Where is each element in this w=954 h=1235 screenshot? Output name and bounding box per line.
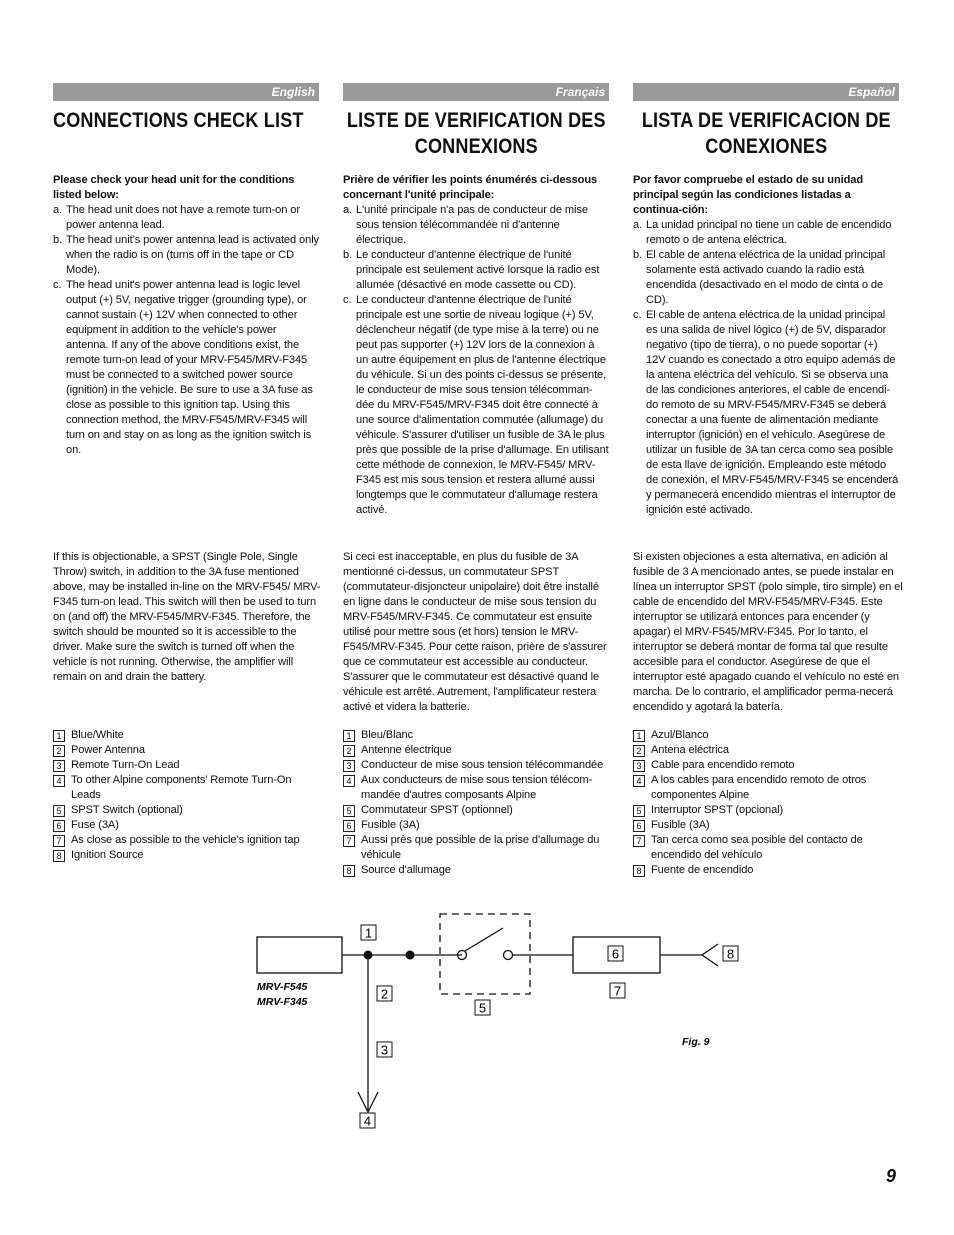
callout [377, 1042, 392, 1058]
svg-text:3: 3 [380, 1042, 389, 1058]
switch-contact [504, 951, 513, 960]
svg-text:2: 2 [380, 986, 389, 1002]
callout [360, 1113, 375, 1129]
callout [361, 925, 376, 941]
legend-item: 2 Antena eléctrica [633, 743, 903, 758]
legend-item: 8 Fuente de encendido [633, 863, 903, 878]
unit-label: MRV-F345 [257, 996, 308, 1008]
list-item: a. The head unit does not have a remote turn-on or power antenna lead. [53, 204, 300, 231]
legend-item: 7 Tan cerca como sea posible del contacto de encendido del vehículo [633, 833, 903, 863]
language-bar: English [53, 83, 319, 101]
list-item: a. L'unité principale n'a pas de conducteur de mise sous tension télécommandée ni d'antenne électrique. [343, 204, 588, 246]
legend-item: 5 SPST Switch (optional) [53, 803, 323, 818]
callout [377, 986, 392, 1002]
legend-item: 4 Aux conducteurs de mise sous tension télécom-mandée d'autres composants Alpine [343, 773, 613, 803]
legend-item: 4 To other Alpine components’ Remote Turn-On Leads [53, 773, 323, 803]
legend-item: 3 Remote Turn-On Lead [53, 758, 323, 773]
svg-text:6: 6 [611, 946, 620, 962]
legend-item: 7 As close as possible to the vehicle’s ignition tap [53, 833, 323, 848]
callout [610, 983, 625, 999]
svg-text:1: 1 [364, 925, 373, 941]
paragraph-spanish: Si existen objeciones a esta alternativa, en adición al fusible de 3 A mencionado antes, se puede instalar en línea un interruptor SPST (polo simple, tiro simple) en el cable de encendido del MRV-F545/MRV-F345. Este interruptor se utilizará entonces para encender (y apagar) el MRV-F545/MRV-F345. Por lo tanto, el interruptor se deberá montar de forma tal que resulte accesible para el conductor. Asegúrese de que el interruptor esté apagado cuando el vehículo no esté en marcha. De lo contrario, el amplificador perma-necerá encendido y agotará la batería. [633, 551, 903, 713]
svg-text:7: 7 [613, 983, 622, 999]
section-title: LISTA DE VERIFICACION DE CONEXIONES [641, 109, 891, 158]
switch-lever [465, 928, 503, 951]
list-item: b. Le conducteur d'antenne électrique de l'unité principale est seulement activé lorsque la radio est allumée (désactivé en mode cassette ou CD). [343, 249, 600, 291]
checklist-intro: Please check your head unit for the conditions listed below: [53, 174, 295, 201]
page-number: 9 [886, 1166, 897, 1186]
paragraph-french: Si ceci est inacceptable, en plus du fusible de 3A mentionné ci-dessus, un commutateur SPST (commutateur-disjoncteur unipolaire) doit être installé en ligne dans le conducteur de mise sous tension du MRV-F545/MRV-F345. Ce commutateur est ensuite utilisé pour mettre sous (et hors) tension le MRV-F545/MRV-F345. Pour cette raison, prière de s'assurer que ce commutateur est accessible au conducteur. S'assurer que le commutateur est désactivé quand le véhicule est arrêté. Autrement, l'amplificateur restera activé et videra la batterie. [343, 551, 607, 713]
section-title: LISTE DE VERIFICATION DES CONNEXIONS [346, 109, 606, 158]
svg-text:5: 5 [478, 1000, 487, 1016]
amplifier-box [257, 937, 342, 973]
legend-item: 6 Fusible (3A) [343, 818, 613, 833]
language-bar: Français [343, 83, 609, 101]
checklist-intro: Por favor compruebe el estado de su unidad principal según las condiciones listadas a continua-ción: [633, 174, 864, 216]
checklist-intro: Prière de vérifier les points énumérés ci-dessous concernant l'unité principale: [343, 174, 598, 201]
legend-item: 2 Antenne électrique [343, 743, 613, 758]
section-title: CONNECTIONS CHECK LIST [53, 109, 304, 132]
list-item: b. The head unit’s power antenna lead is activated only when the radio is on (turns off in the tape or CD Mode). [53, 234, 320, 276]
ignition-source-icon [702, 944, 718, 966]
legend-item: 1 Azul/Blanco [633, 728, 903, 743]
legend-item: 1 Bleu/Blanc [343, 728, 613, 743]
list-item: c. The head unit's power antenna lead is logic level output (+) 5V, negative trigger (grounding type), or cannot sustain (+) 12V when connected to other equipment in addition to the vehicle's power antenna. If any of the above conditions exist, the remote turn-on lead of your MRV-F545/MRV-F345 must be connected to a switched power source (ignition) in the vehicle. Be sure to use a 3A fuse as close as possible to this ignition tap. Using this connection method, the MRV-F545/MRV-F345 will turn on and stay on as long as the ignition switch is on. [53, 279, 313, 456]
callout [723, 946, 738, 962]
legend-item: 5 Interruptor SPST (opcional) [633, 803, 903, 818]
legend-item: 5 Commutateur SPST (optionnel) [343, 803, 613, 818]
legend-item: 2 Power Antenna [53, 743, 323, 758]
callout [608, 946, 623, 962]
legend-item: 8 Source d'allumage [343, 863, 613, 878]
legend-item: 7 Aussi près que possible de la prise d'allumage du véhicule [343, 833, 613, 863]
junction-dot [406, 951, 415, 960]
legend-item: 6 Fusible (3A) [633, 818, 903, 833]
callout [475, 1000, 490, 1016]
list-item: c. El cable de antena eléctrica de la unidad principal es una salida de nivel lógico (+) de 5V, disparador negativo (tipo de tierra), o no puede soportar (+) 12V cuando es conectado a otro equipo además de la antena eléctrica del vehículo. Si se observa una de las condiciones anteriores, el cable de encendi-do remoto de su MRV-F545/MRV-F345 se deberá conectar a una fuente de alimentación mediante interruptor (ignición) en el vehículo. Asegúrese de utilizar un fusible de 3A tan cerca como sea posible de esta llave de ignición. Empleando este método de conexión, el MRV-F545/MRV-F345 se encenderá y permanecerá encendido mientras el interruptor de ignición esté activado. [633, 309, 899, 516]
list-item: a. La unidad principal no tiene un cable de encendido remoto o de antena eléctrica. [633, 219, 892, 246]
figure-label: Fig. 9 [682, 1036, 710, 1048]
optional-switch-box [440, 914, 530, 994]
legend-item: 4 A los cables para encendido remoto de otros componentes Alpine [633, 773, 903, 803]
language-bar: Español [633, 83, 899, 101]
legend-item: 6 Fuse (3A) [53, 818, 323, 833]
legend-item: 3 Conducteur de mise sous tension télécommandée [343, 758, 613, 773]
list-item: b. El cable de antena eléctrica de la unidad principal solamente está activado cuando la radio está encendida (desactivado en el modo de cinta o de CD). [633, 249, 886, 306]
paragraph-english: If this is objectionable, a SPST (Single Pole, Single Throw) switch, in addition to the 3A fuse mentioned above, may be installed in-line on the MRV-F545/ MRV-F345 turn-on lead. This switch will then be used to turn on (and off) the MRV-F545/MRV-F345. Therefore, the switch should be mounted so it is accessible to the driver. Make sure the switch is turned off when the vehicle is not running. Otherwise, the amplifier will remain on and drain the battery. [53, 551, 321, 683]
legend-item: 8 Ignition Source [53, 848, 323, 863]
svg-text:8: 8 [726, 946, 735, 962]
unit-label: MRV-F545 [257, 981, 308, 993]
legend-item: 3 Cable para encendido remoto [633, 758, 903, 773]
svg-text:4: 4 [363, 1113, 372, 1129]
list-item: c. Le conducteur d'antenne électrique de l'unité principale est une sortie de niveau logique (+) 5V, déclencheur négatif (de type mise à la terre) ou ne peut pas supporter (+) 12V lors de la connexion à un autre équipement en plus de l'antenne électrique du véhicule. Si un des points ci-dessus se présente, le conducteur de mise sous tension télécomman-dée du MRV-F545/MRV-F345 doit être connecté à une source d'alimentation commutée (allumage) du véhicule. S'assurer d'utiliser un fusible de 3A le plus près que possible de la prise d'allumage. En utilisant cette méthode de connexion, le MRV-F545/ MRV-F345 est mis sous tension et restera allumé aussi longtemps que le commutateur d'allumage restera activé. [343, 294, 609, 516]
legend-item: 1 Blue/White [53, 728, 323, 743]
